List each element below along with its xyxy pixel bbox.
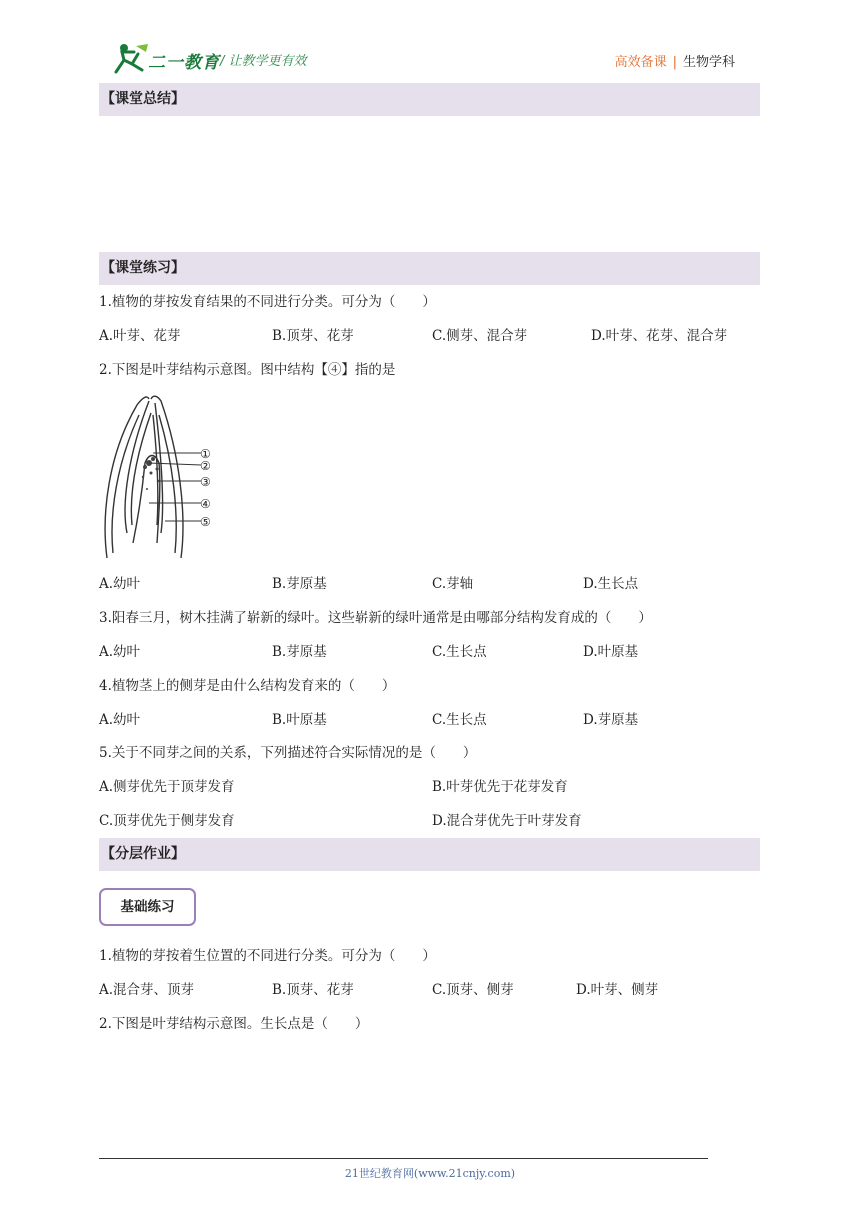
footer-text: 21世纪教育网(www.21cnjy.com) <box>344 1167 516 1180</box>
practice-q2: 2.下图是叶芽结构示意图。图中结构【④】指的是 <box>99 362 396 378</box>
practice-q2-option: A.幼叶 <box>99 576 141 592</box>
diagram-label: ① <box>200 447 211 461</box>
practice-q1: 1.植物的芽按发育结果的不同进行分类。可分为（ ） <box>99 294 436 310</box>
practice-q3-option: A.幼叶 <box>99 644 141 660</box>
header-separator: | <box>672 55 677 70</box>
practice-q2-option: D.生长点 <box>583 576 639 592</box>
practice-q3-option: D.叶原基 <box>583 644 639 660</box>
header-tag: 高效备课 <box>614 55 667 70</box>
homework-q1-option: D.叶芽、侧芽 <box>576 982 659 998</box>
header-subject-name: 生物学科 <box>682 55 735 70</box>
section-summary: 【课堂总结】 <box>99 83 760 116</box>
header-subject <box>615 51 735 70</box>
practice-q2-option: C.芽轴 <box>432 576 474 592</box>
practice-q4-option: B.叶原基 <box>272 712 327 728</box>
homework-q1-option: C.顶芽、侧芽 <box>432 982 514 998</box>
diagram-label: ⑤ <box>200 515 211 529</box>
practice-q5-option: B.叶芽优先于花芽发育 <box>432 779 568 795</box>
practice-q5: 5.关于不同芽之间的关系，下列描述符合实际情况的是（ ） <box>99 745 477 761</box>
practice-q4-option: C.生长点 <box>432 712 487 728</box>
practice-q1-option: C.侧芽、混合芽 <box>432 328 528 344</box>
diagram-label: ③ <box>200 475 211 489</box>
practice-q4-option: A.幼叶 <box>99 712 141 728</box>
practice-q3-option: C.生长点 <box>432 644 487 660</box>
section-homework: 【分层作业】 <box>99 838 760 871</box>
practice-q3-option: B.芽原基 <box>272 644 327 660</box>
homework-q1-option: B.顶芽、花芽 <box>272 982 354 998</box>
leaf-bud-diagram <box>99 393 229 561</box>
practice-q5-option: D.混合芽优先于叶芽发育 <box>432 813 582 829</box>
practice-q5-option: C.顶芽优先于侧芽发育 <box>99 813 235 829</box>
homework-q1: 1.植物的芽按着生位置的不同进行分类。可分为（ ） <box>99 948 436 964</box>
basic-practice-badge: 基础练习 <box>99 888 196 926</box>
brand-name: 二一教育 <box>148 53 220 73</box>
practice-q1-option: A.叶芽、花芽 <box>99 328 181 344</box>
practice-q4-option: D.芽原基 <box>583 712 639 728</box>
practice-q2-option: B.芽原基 <box>272 576 327 592</box>
practice-q3: 3.阳春三月，树木挂满了崭新的绿叶。这些崭新的绿叶通常是由哪部分结构发育成的（ ） <box>99 610 652 626</box>
homework-q2: 2.下图是叶芽结构示意图。生长点是（ ） <box>99 1016 369 1032</box>
diagram-label: ② <box>200 459 211 473</box>
section-practice: 【课堂练习】 <box>99 252 760 285</box>
footer-divider <box>99 1158 708 1159</box>
brand-slogan: / 让教学更有效 <box>220 54 307 69</box>
practice-q1-option: D.叶芽、花芽、混合芽 <box>591 328 728 344</box>
homework-q1-option: A.混合芽、顶芽 <box>99 982 195 998</box>
practice-q4: 4.植物茎上的侧芽是由什么结构发育来的（ ） <box>99 678 396 694</box>
practice-q5-option: A.侧芽优先于顶芽发育 <box>99 779 235 795</box>
diagram-label: ④ <box>200 497 211 511</box>
practice-q1-option: B.顶芽、花芽 <box>272 328 354 344</box>
